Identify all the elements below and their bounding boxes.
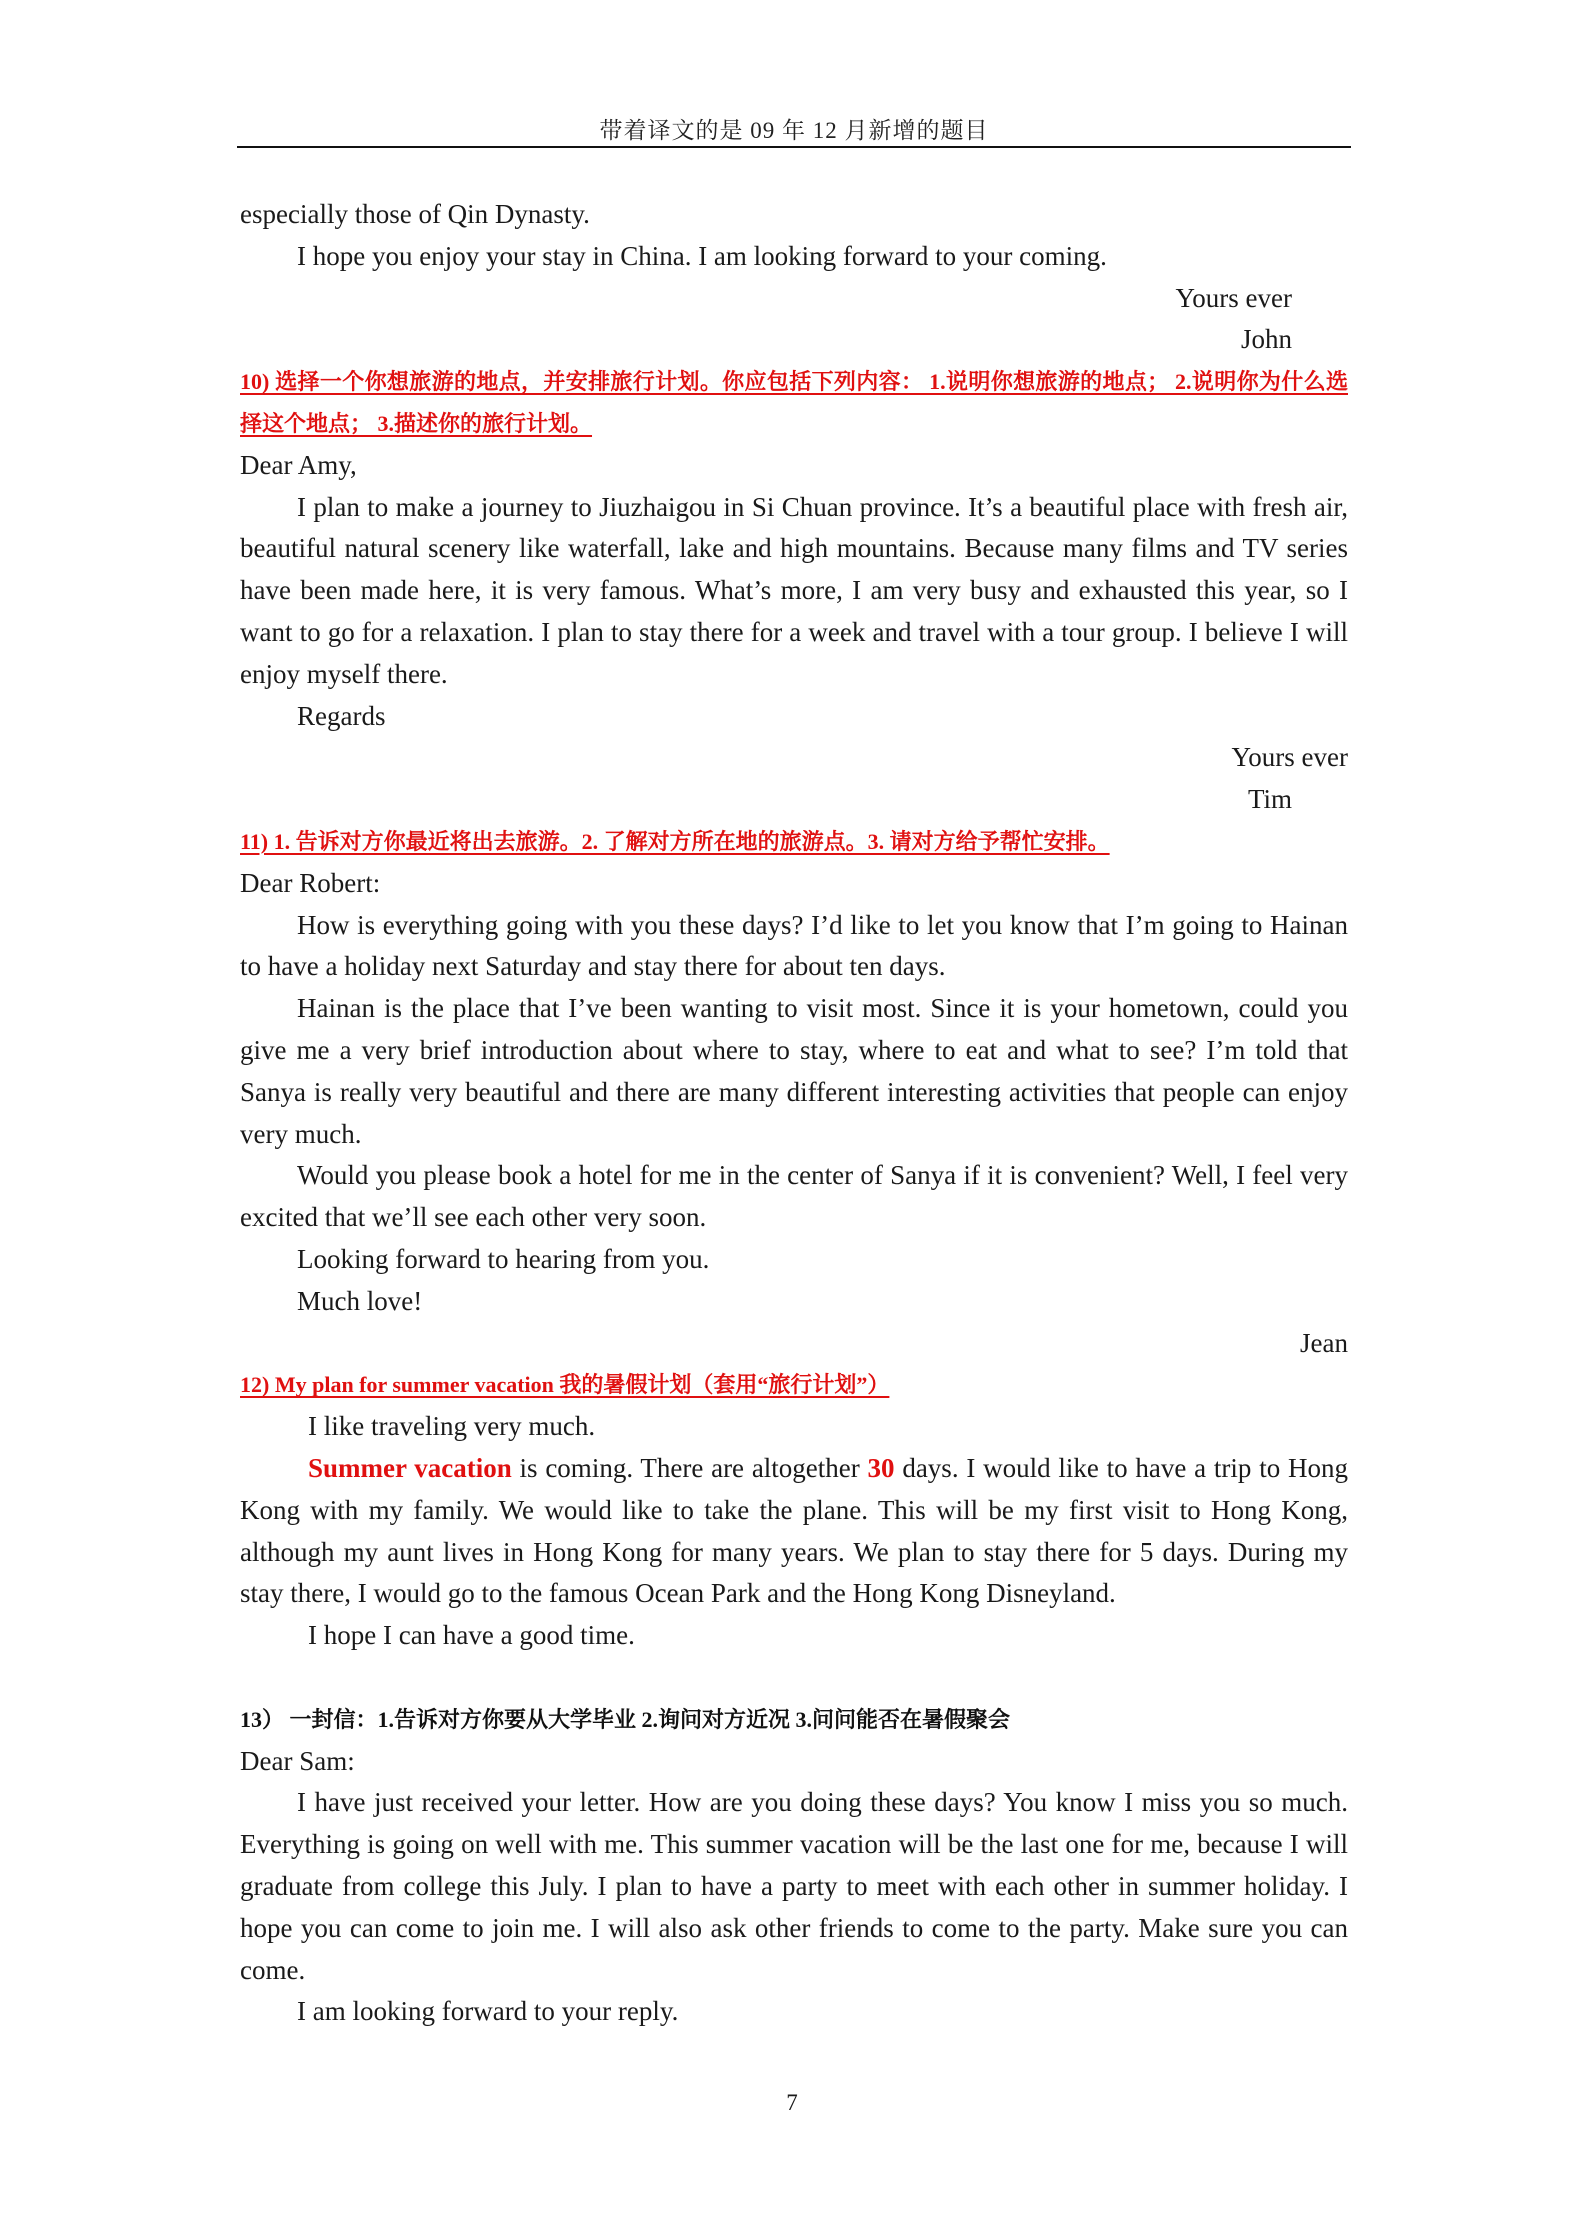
item10-signature: Tim: [1247, 784, 1292, 815]
item10-salutation: Dear Amy,: [240, 449, 357, 480]
item13-closing-line: I am looking forward to your reply.: [297, 1996, 679, 2027]
task-13-heading: 13） 一封信：1.告诉对方你要从大学毕业 2.询问对方近况 3.问问能否在暑假聚会: [240, 1706, 1011, 1732]
item10-closing: Yours ever: [1231, 742, 1348, 773]
document-body: [240, 194, 1348, 2033]
item11-para-1: How is everything going with you these days? I’d like to let you know that I’m going to Hainan to have a holiday next Saturday and stay there for about ten days.: [240, 909, 1348, 982]
continuation-line-2: I hope you enjoy your stay in China. I am looking forward to your coming.: [297, 240, 1107, 271]
item11-signature: Jean: [1300, 1327, 1348, 1358]
spacer: [240, 1657, 1348, 1699]
page-header: 带着译文的是 09 年 12 月新增的题目: [599, 118, 989, 143]
item11-para-4: Looking forward to hearing from you.: [297, 1243, 710, 1274]
closing-yours-ever: Yours ever: [1175, 282, 1292, 313]
item11-salutation: Dear Robert:: [240, 867, 381, 898]
highlight-summer-vacation: Summer vacation: [308, 1452, 512, 1483]
item12-body: Summer vacation is coming. There are altogether 30 days. I would like to have a trip to Hong Kong with my family. We would like to take the plane. This will be my first visit to Hong Kong, although my aunt lives in Hong Kong for many years. We plan to stay there for 5 days. During my stay there, I would go to the famous Ocean Park and the Hong Kong Disneyland.: [240, 1452, 1348, 1609]
item12-closing-line: I hope I can have a good time.: [308, 1620, 635, 1651]
task-12-heading: 12) My plan for summer vacation 我的暑假计划（套用“旅行计划”）: [240, 1372, 890, 1398]
item13-body: I have just received your letter. How are you doing these days? You know I miss you so much. Everything is going on well with me. This summer vacation will be the last one for me, because I will graduate from college this July. I plan to have a party to meet with each other in summer holiday. I hope you can come to join me. I will also ask other friends to come to the party. Make sure you can come.: [240, 1787, 1348, 1985]
item11-para-3: Would you please book a hotel for me in the center of Sanya if it is convenient? Well, I feel very excited that we’ll see each other very soon.: [240, 1160, 1348, 1233]
continuation-line-1: especially those of Qin Dynasty.: [240, 199, 590, 229]
item12-line-1: I like traveling very much.: [308, 1411, 596, 1442]
page-number: 7: [786, 2090, 798, 2115]
item11-para-2: Hainan is the place that I’ve been wanting to visit most. Since it is your hometown, could you give me a very brief introduction about where to stay, where to eat and what to see? I’m told that Sanya is really very beautiful and there are many different interesting activities that people can enjoy very much.: [240, 993, 1348, 1149]
item10-regards: Regards: [297, 700, 386, 731]
task-10-heading: 10) 选择一个你想旅游的地点，并安排旅行计划。你应包括下列内容： 1.说明你想旅游的地点； 2.说明你为什么选择这个地点； 3.描述你的旅行计划。: [240, 369, 1348, 436]
item10-body: I plan to make a journey to Jiuzhaigou in Si Chuan province. It’s a beautiful place with fresh air, beautiful natural scenery like waterfall, lake and high mountains. Because many films and TV series have been made here, it is very famous. What’s more, I am very busy and exhausted this year, so I want to go for a relaxation. I plan to stay there for a week and travel with a tour group. I believe I will enjoy myself there.: [240, 491, 1348, 689]
signature-john: John: [1240, 324, 1292, 355]
highlight-30: 30: [867, 1452, 895, 1483]
task-11-heading: 11) 1. 告诉对方你最近将出去旅游。2. 了解对方所在地的旅游点。3. 请对方给予帮忙安排。: [240, 828, 1110, 854]
item13-salutation: Dear Sam:: [240, 1745, 355, 1776]
item11-para-5: Much love!: [297, 1285, 423, 1316]
header-divider: [237, 146, 1351, 148]
